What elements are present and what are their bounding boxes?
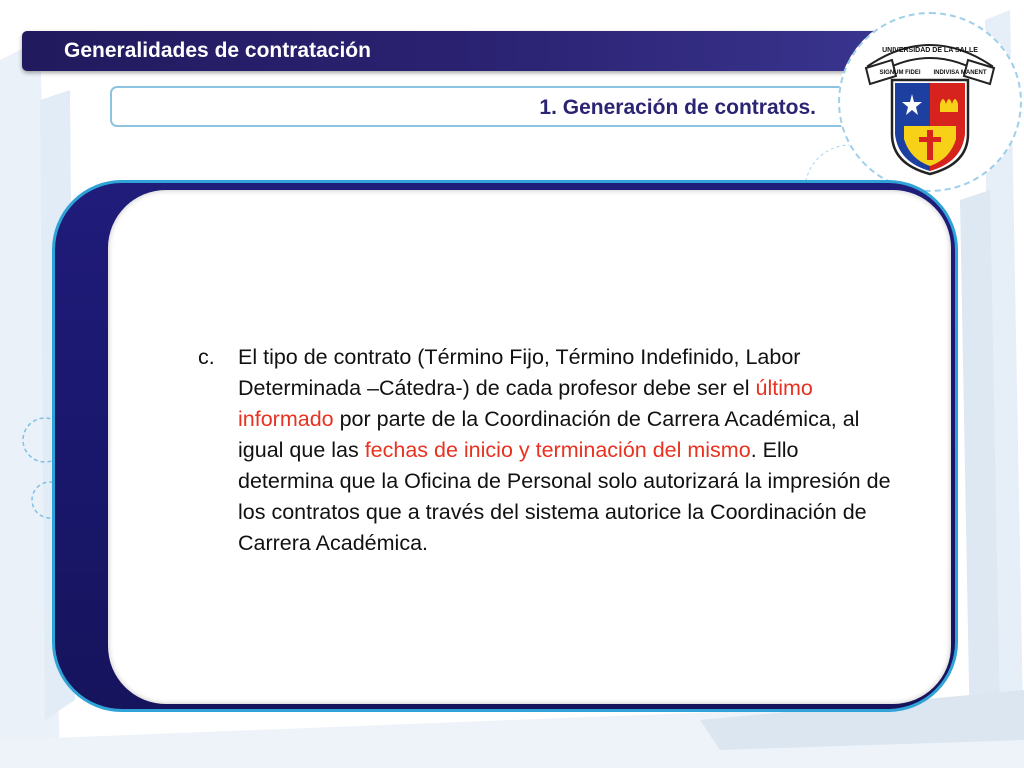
bullet-label: c. <box>198 345 215 369</box>
bullet-text <box>238 342 898 559</box>
highlighted-text: último informado <box>238 376 813 431</box>
text-segment: El tipo de contrato (Término Fijo, Término Indefinido, Labor Determinada –Cátedra-) de cada profesor debe ser el <box>238 345 801 400</box>
section-subtitle: 1. Generación de contratos. <box>539 96 816 119</box>
page-title: Generalidades de contratación <box>64 39 371 62</box>
svg-text:SIGNUM FIDEI: SIGNUM FIDEI <box>879 70 921 76</box>
text-segment: . Ello determina que la Oficina de Personal solo autorizará la impresión de los contratos que a través del sistema autorice la Coordinación de Carrera Académica. <box>238 438 891 555</box>
subtitle-box <box>110 86 890 127</box>
title-bar <box>22 31 902 71</box>
svg-text:INDIVISA MANENT: INDIVISA MANENT <box>933 70 987 76</box>
logo-badge <box>838 12 1022 192</box>
university-crest-icon <box>840 14 1020 190</box>
svg-text:UNIVERSIDAD DE LA SALLE: UNIVERSIDAD DE LA SALLE <box>882 47 978 54</box>
bullet-item <box>198 342 898 559</box>
text-segment: por parte de la Coordinación de Carrera Académica, al igual que las <box>238 407 860 462</box>
highlighted-text: fechas de inicio y terminación del mismo <box>364 438 751 462</box>
